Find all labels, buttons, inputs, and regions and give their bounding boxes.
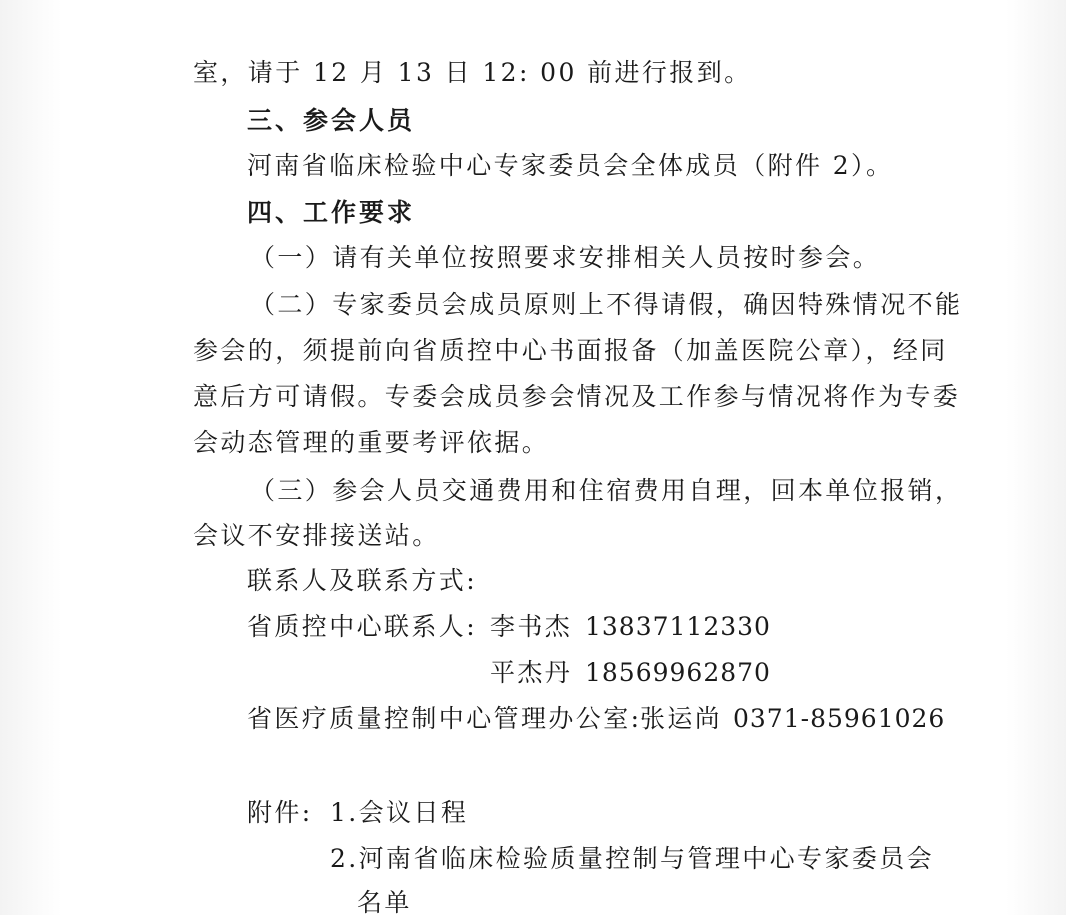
office-contact-phone: 0371-85961026 xyxy=(733,704,946,733)
office-contact-label: 省医疗质量控制中心管理办公室: xyxy=(247,704,642,733)
contact-2-phone: 18569962870 xyxy=(585,658,771,687)
requirement-1: （一）请有关单位按照要求安排相关人员按时参会。 xyxy=(250,243,881,272)
contact-1-phone: 13837112330 xyxy=(585,612,771,641)
requirement-2-line-1: （二）专家委员会成员原则上不得请假，确因特殊情况不能 xyxy=(250,290,963,319)
requirement-3-line-2: 会议不安排接送站。 xyxy=(193,521,440,550)
section-3-heading: 三、参会人员 xyxy=(247,106,416,135)
attachment-1: 1.会议日程 xyxy=(330,798,469,827)
requirement-2-line-4: 会动态管理的重要考评依据。 xyxy=(193,428,550,457)
attachment-2-line-2: 名单 xyxy=(357,888,412,917)
section-3-body: 河南省临床检验中心专家委员会全体成员（附件 2）。 xyxy=(247,151,894,180)
continuation-line: 室，请于 12 月 13 日 12: 00 前进行报到。 xyxy=(193,58,752,87)
center-contact-label: 省质控中心联系人: xyxy=(247,612,478,641)
contact-1-name: 李书杰 xyxy=(490,612,573,641)
requirement-2-line-3: 意后方可请假。专委会成员参会情况及工作参与情况将作为专委 xyxy=(193,382,961,411)
requirement-2-line-2: 参会的，须提前向省质控中心书面报备（加盖医院公章），经同 xyxy=(193,336,948,365)
section-4-heading: 四、工作要求 xyxy=(247,198,416,227)
attachment-2-line-1: 2.河南省临床检验质量控制与管理中心专家委员会 xyxy=(330,844,935,873)
attachments-label: 附件: xyxy=(247,798,313,827)
requirement-3-line-1: （三）参会人员交通费用和住宿费用自理，回本单位报销， xyxy=(250,476,963,505)
contact-2-name: 平杰丹 xyxy=(490,658,573,687)
contacts-heading: 联系人及联系方式: xyxy=(247,566,478,595)
office-contact-name: 张运尚 xyxy=(640,704,723,733)
